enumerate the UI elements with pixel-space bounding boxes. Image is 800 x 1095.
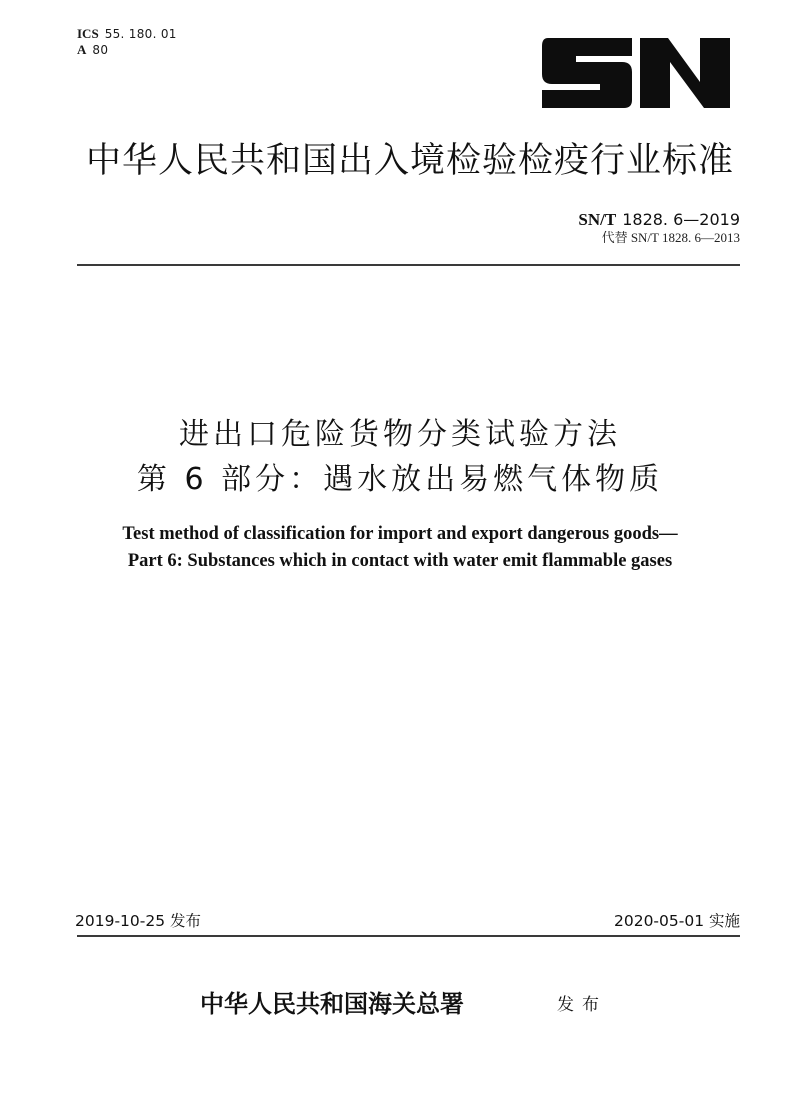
ics-label: ICS (77, 26, 99, 41)
implementation-date: 2020-05-01 实施 (613, 912, 740, 930)
standard-code (578, 210, 740, 230)
ccs-label: A (77, 42, 87, 57)
ics-value: 55. 180. 01 (104, 27, 177, 41)
replaces-standard: 代替 SN/T 1828. 6—2013 (601, 230, 740, 245)
standard-code-number: 1828. 6—2019 (622, 210, 740, 229)
sn-logo-icon (540, 38, 740, 108)
ccs-code (77, 42, 177, 58)
issue-date: 2019-10-25 发布 (75, 912, 202, 930)
footer-divider (77, 935, 740, 937)
classification-codes (77, 26, 177, 58)
ccs-value: 80 (92, 43, 109, 57)
sn-logo (540, 38, 740, 108)
issue-action: 发布 (557, 995, 607, 1015)
title-en-line1: Test method of classification for import and export dangerous goods— (122, 524, 678, 544)
header-divider (77, 264, 740, 266)
title-cn-line2: 第 6 部分：遇水放出易燃气体物质 (136, 462, 664, 497)
title-en-line2: Part 6: Substances which in contact with water emit flammable gases (127, 551, 673, 571)
standard-number-block (578, 210, 740, 246)
title-cn-line1: 进出口危险货物分类试验方法 (179, 417, 621, 452)
issuing-authority: 中华人民共和国海关总署 (200, 989, 464, 1018)
standard-code-prefix: SN/T (578, 210, 617, 229)
ics-code (77, 26, 177, 42)
industry-standard-title: 中华人民共和国出入境检验检疫行业标准 (85, 141, 734, 181)
